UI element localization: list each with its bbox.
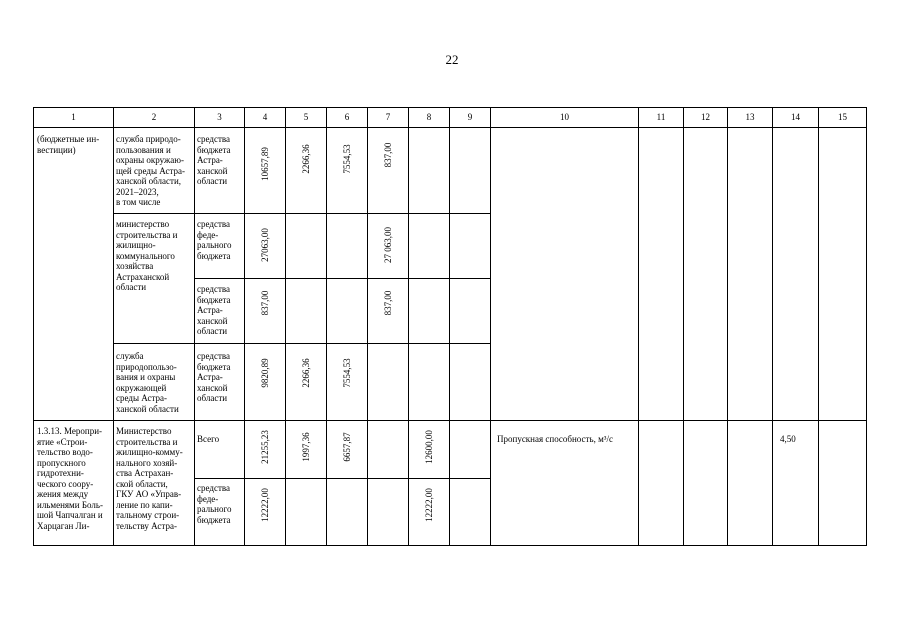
column-header-1: 1 xyxy=(71,112,76,122)
column-header-3: 3 xyxy=(217,112,222,122)
row4-col14-value: 4,50 xyxy=(780,434,796,444)
row0-col1-text: (бюджетные ин- вестиции) xyxy=(37,134,100,155)
column-header-4: 4 xyxy=(262,112,268,122)
row4-col1-text: 1.3.13. Меропри- ятие «Строи- тельство водо- пропускного гидротехни- ческого соору- жения между ильменями Боль- шой Чапчалган и Харцаган Ли- xyxy=(37,426,103,531)
row5-col4-value: 12222,00 xyxy=(260,488,270,522)
row3-col6-value: 7554,53 xyxy=(342,358,352,388)
row2-col4-value: 837,00 xyxy=(260,290,270,316)
row0-col4-value: 10657,89 xyxy=(260,147,270,181)
column-header-14: 14 xyxy=(791,112,800,122)
row0-col5-value: 2266,36 xyxy=(301,144,311,174)
column-header-12: 12 xyxy=(701,112,710,122)
row1-col4-value: 27063,00 xyxy=(260,228,270,262)
row4-col8-value: 12600,00 xyxy=(424,430,434,464)
row0-col6-value: 7554,53 xyxy=(342,144,352,174)
column-header-13: 13 xyxy=(745,112,755,122)
row4-col4-value: 21255,23 xyxy=(260,430,270,464)
row1-col2-text: министерство строительства и жилищно- коммунального хозяйства Астраханской области xyxy=(116,219,178,292)
row4-col5-value: 1997,36 xyxy=(301,432,311,462)
column-header-6: 6 xyxy=(344,112,350,122)
page-number: 22 xyxy=(445,52,459,67)
row3-col5-value: 2266,36 xyxy=(301,358,311,388)
row3-col3-text: средства бюджета Астра- ханской области xyxy=(197,351,231,403)
row0-col7-value: 837,00 xyxy=(383,142,393,168)
column-header-7: 7 xyxy=(385,112,391,122)
column-header-5: 5 xyxy=(303,112,309,122)
row2-col3-text: средства бюджета Астра- ханской области xyxy=(197,284,231,336)
column-header-15: 15 xyxy=(838,112,847,122)
row3-col4-value: 9820,89 xyxy=(260,358,270,388)
row5-col8-value: 12222,00 xyxy=(424,488,434,522)
row4-col3-text: Всего xyxy=(197,434,220,444)
column-header-9: 9 xyxy=(467,112,473,122)
row1-col3-text: средства феде- рального бюджета xyxy=(197,219,232,261)
row4-col10-text: Пропускная способность, м³/с xyxy=(497,434,613,444)
column-header-10: 10 xyxy=(560,112,569,122)
column-header-8: 8 xyxy=(426,112,432,122)
row5-col3-text: средства феде- рального бюджета xyxy=(197,483,232,525)
row4-col6-value: 6657,87 xyxy=(342,432,352,462)
row3-col2-text: служба природопользо- вания и охраны окружающей среды Астра- ханской области xyxy=(116,351,179,414)
row4-col2-text: Министерство строительства и жилищно-комму- нального хозяй- ства Астрахан- ской области, ГКУ АО «Управ- ление по капи- тальному строи- тельству Астра- xyxy=(116,426,183,531)
row2-col7-value: 837,00 xyxy=(383,290,393,316)
row1-col7-value: 27 063,00 xyxy=(383,227,393,263)
row0-col2-text: служба природо- пользования и охраны окружаю- щей среды Астра- ханской области, 2021–2023, в том числе xyxy=(116,134,186,207)
column-header-11: 11 xyxy=(656,112,666,122)
row0-col3-text: средства бюджета Астра- ханской области xyxy=(197,134,231,186)
column-header-2: 2 xyxy=(151,112,157,122)
